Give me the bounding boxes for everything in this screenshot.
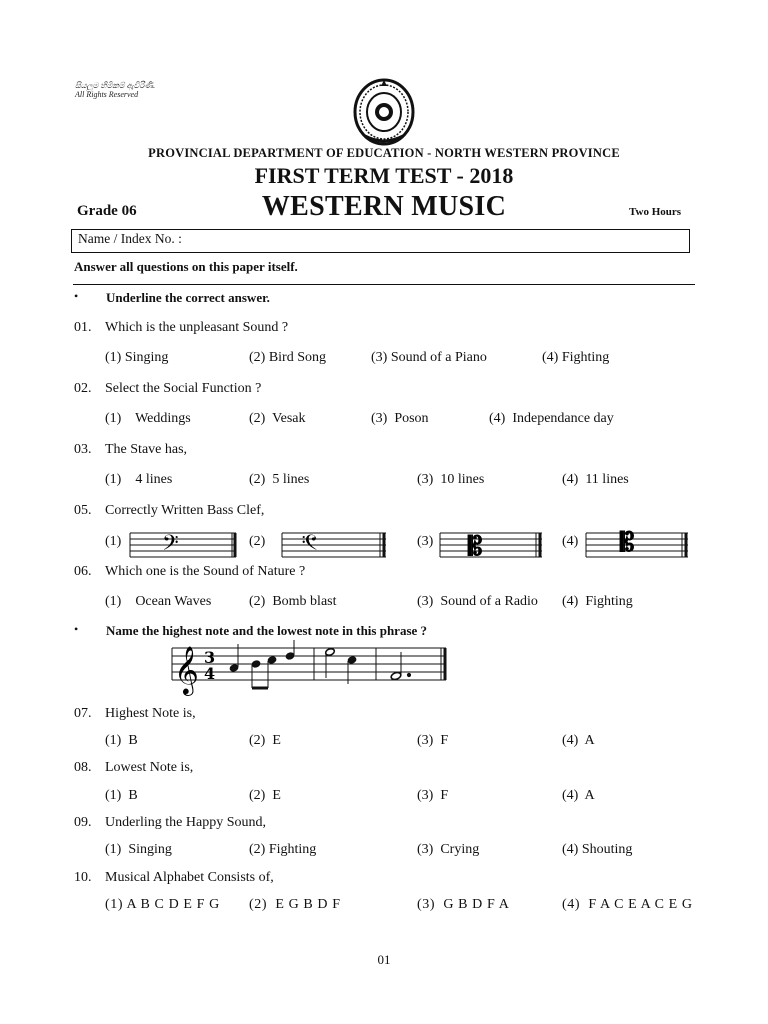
question-text: Correctly Written Bass Clef, <box>105 503 265 518</box>
section-instruction: Underline the correct answer. <box>106 290 270 305</box>
reversed-bass-clef-icon: 𝄢 <box>301 531 319 560</box>
time-signature-bottom: 4 <box>204 664 216 683</box>
option[interactable]: (2) E G B D F <box>249 897 341 912</box>
option[interactable]: (2) E <box>249 733 281 748</box>
note-d <box>267 656 277 664</box>
option[interactable]: (3) Sound of a Radio <box>417 594 538 609</box>
option[interactable]: (3) G B D F A <box>417 897 510 912</box>
note-a-dotted-half <box>390 671 402 680</box>
test-title: FIRST TERM TEST - 2018 <box>254 163 514 188</box>
note-c <box>251 660 261 668</box>
option[interactable]: (2) 5 lines <box>249 472 310 487</box>
question-text: Lowest Note is, <box>105 760 194 775</box>
treble-clef-icon: 𝄞 <box>174 645 199 694</box>
duration-label: Two Hours <box>629 206 682 218</box>
clef-staff-option-3[interactable] <box>438 530 544 560</box>
question-number: 05. <box>74 503 92 518</box>
option[interactable]: (3) Sound of a Piano <box>371 350 487 365</box>
c-clef-icon: 𝄡 <box>620 530 635 558</box>
option[interactable]: (2) E <box>249 788 281 803</box>
option[interactable]: (4) Fighting <box>562 594 633 609</box>
option[interactable]: (3) F <box>417 788 449 803</box>
question-text: Which is the unpleasant Sound ? <box>105 320 289 335</box>
copyright-sinhala: සියලුම හිමිකම් ඇවිරිණි. <box>75 81 156 90</box>
option[interactable]: (4) 11 lines <box>562 472 629 487</box>
option[interactable]: (4) Fighting <box>542 350 610 365</box>
option[interactable]: (1) Singing <box>105 842 172 857</box>
question-number: 01. <box>74 320 92 335</box>
question-text: The Stave has, <box>105 442 188 457</box>
grade-label: Grade 06 <box>77 203 137 219</box>
copyright-english: All Rights Reserved <box>75 90 139 99</box>
question-number: 10. <box>74 870 92 885</box>
question-text: Musical Alphabet Consists of, <box>105 870 274 885</box>
option-label[interactable]: (2) <box>249 534 266 549</box>
question-number: 02. <box>74 381 92 396</box>
question-number: 06. <box>74 564 92 579</box>
section-instruction: Name the highest note and the lowest note in this phrase ? <box>106 623 428 638</box>
bass-clef-staff-option-1[interactable] <box>128 530 238 560</box>
question-number: 08. <box>74 760 92 775</box>
page-number: 01 <box>377 952 391 967</box>
copyright-notice <box>75 81 155 99</box>
subject-title: WESTERN MUSIC <box>261 191 507 222</box>
option[interactable]: (2) Vesak <box>249 411 306 426</box>
option-label[interactable]: (3) <box>417 534 434 549</box>
question-number: 09. <box>74 815 92 830</box>
option[interactable]: (1) Ocean Waves <box>105 594 212 609</box>
bass-clef-icon: 𝄢 <box>162 531 179 560</box>
option-label[interactable]: (1) <box>105 534 122 549</box>
option[interactable]: (4) Independance day <box>489 411 614 426</box>
question-text: Which one is the Sound of Nature ? <box>105 564 306 579</box>
option[interactable]: (1) B <box>105 733 138 748</box>
option[interactable]: (1) Weddings <box>105 411 191 426</box>
option[interactable]: (4) A <box>562 788 595 803</box>
option[interactable]: (1) A B C D E F G <box>105 897 220 912</box>
time-signature-top: 3 <box>204 648 216 667</box>
option[interactable]: (4) Shouting <box>562 842 633 857</box>
note-e <box>285 652 295 660</box>
option[interactable]: (2) Fighting <box>249 842 317 857</box>
option[interactable]: (1) B <box>105 788 138 803</box>
bass-clef-staff-option-2[interactable] <box>280 530 388 560</box>
question-text: Select the Social Function ? <box>105 381 262 396</box>
option[interactable]: (4) F A C E A C E G <box>562 897 693 912</box>
option[interactable]: (3) 10 lines <box>417 472 485 487</box>
instruction-text: Answer all questions on this paper itself. <box>74 259 298 274</box>
option[interactable]: (3) Poson <box>371 411 429 426</box>
question-number: 03. <box>74 442 92 457</box>
option[interactable]: (2) Bird Song <box>249 350 326 365</box>
question-number: 07. <box>74 706 92 721</box>
option-label[interactable]: (4) <box>562 534 579 549</box>
divider <box>73 284 695 285</box>
note-d <box>347 656 357 664</box>
option[interactable]: (4) A <box>562 733 595 748</box>
option[interactable]: (3) F <box>417 733 449 748</box>
department-heading: PROVINCIAL DEPARTMENT OF EDUCATION - NORTH WESTERN PROVINCE <box>148 146 620 160</box>
name-index-label: Name / Index No. : <box>78 231 182 246</box>
option[interactable]: (1) Singing <box>105 350 169 365</box>
question-text: Highest Note is, <box>105 706 196 721</box>
option[interactable]: (2) Bomb blast <box>249 594 337 609</box>
clef-staff-option-4[interactable] <box>584 530 690 560</box>
c-clef-icon: 𝄡 <box>468 532 483 560</box>
emblem-icon <box>351 76 417 148</box>
bullet: • <box>74 289 79 303</box>
question-text: Underling the Happy Sound, <box>105 815 266 830</box>
bullet: • <box>74 622 79 636</box>
note-b <box>229 664 239 672</box>
option[interactable]: (1) 4 lines <box>105 472 173 487</box>
music-phrase-staff <box>168 640 452 696</box>
option[interactable]: (3) Crying <box>417 842 480 857</box>
